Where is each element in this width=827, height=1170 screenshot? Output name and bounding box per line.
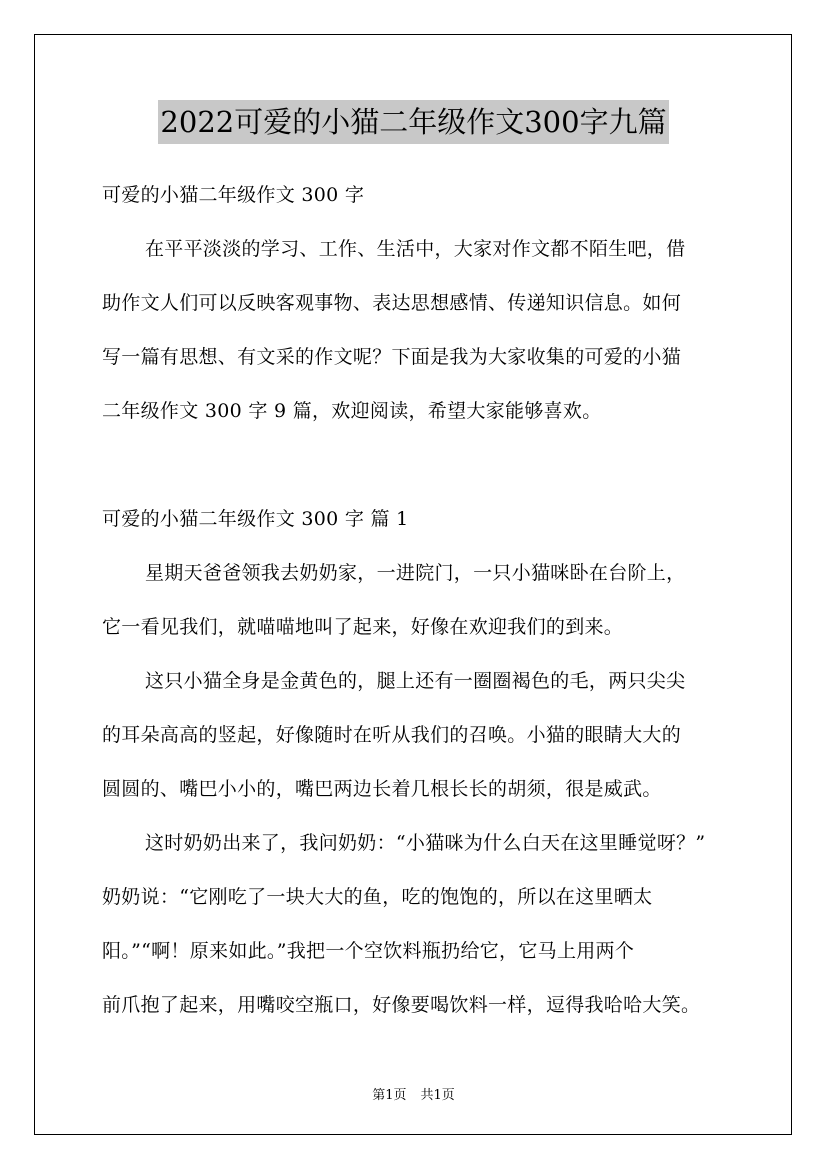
paragraph-line: 二年级作文 300 字 9 篇，欢迎阅读，希望大家能够喜欢。: [102, 400, 602, 422]
paragraph-line: 写一篇有思想、有文采的作文呢？下面是我为大家收集的可爱的小猫: [102, 346, 682, 368]
paragraph-line: 助作文人们可以反映客观事物、表达思想感情、传递知识信息。如何: [102, 292, 682, 314]
paragraph-line: 星期天爸爸领我去奶奶家，一进院门，一只小猫咪卧在台阶上，: [145, 562, 686, 584]
document-title: 2022可爱的小猫二年级作文300字九篇: [158, 100, 668, 144]
paragraph-line: 阳。”“啊！原来如此。”我把一个空饮料瓶扔给它，它马上用两个: [102, 940, 635, 962]
paragraph-line: 这只小猫全身是金黄色的，腿上还有一圈圈褐色的毛，两只尖尖: [145, 670, 686, 692]
page-footer: [0, 1084, 827, 1103]
page-total: 共1页: [420, 1088, 455, 1103]
paragraph-line: 在平平淡淡的学习、工作、生活中，大家对作文都不陌生吧，借: [145, 238, 686, 260]
paragraph-line: 的耳朵高高的竖起，好像随时在听从我们的召唤。小猫的眼睛大大的: [102, 724, 682, 746]
paragraph-line: 前爪抱了起来，用嘴咬空瓶口，好像要喝饮料一样，逗得我哈哈大笑。: [102, 994, 701, 1016]
paragraph-line: 圆圆的、嘴巴小小的，嘴巴两边长着几根长长的胡须，很是威武。: [102, 778, 662, 800]
title-container: [0, 100, 827, 144]
section-heading: 可爱的小猫二年级作文 300 字: [102, 184, 365, 206]
paragraph-line: 奶奶说：“它刚吃了一块大大的鱼，吃的饱饱的，所以在这里晒太: [102, 886, 653, 908]
paragraph-line: 它一看见我们，就喵喵地叫了起来，好像在欢迎我们的到来。: [102, 616, 624, 638]
paragraph-line: 这时奶奶出来了，我问奶奶：“小猫咪为什么白天在这里睡觉呀？”: [145, 832, 706, 854]
page-number: 第1页: [372, 1088, 407, 1103]
section-heading: 可爱的小猫二年级作文 300 字 篇 1: [102, 508, 409, 530]
